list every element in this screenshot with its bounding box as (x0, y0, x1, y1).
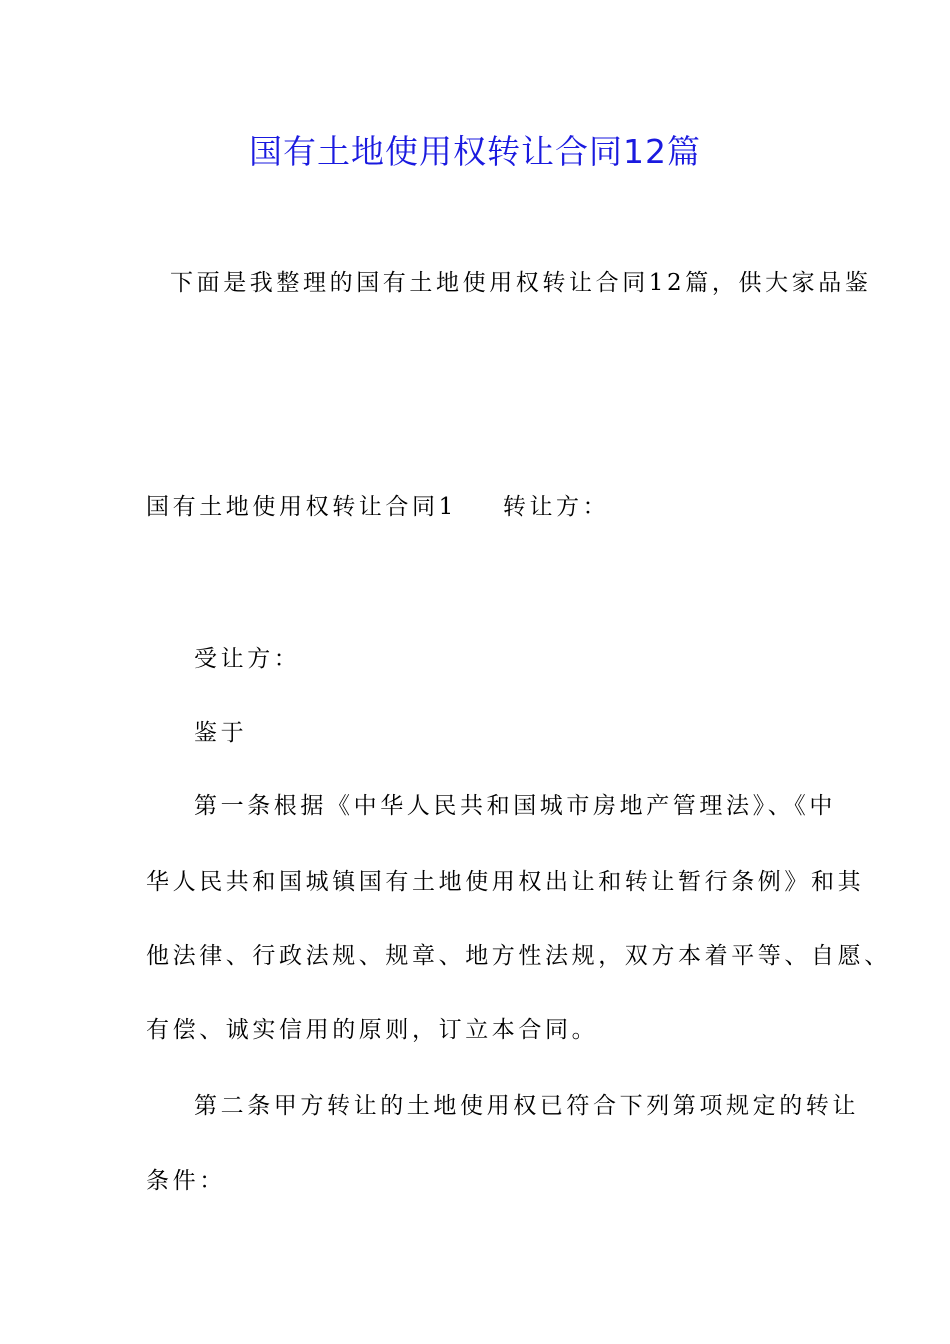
article-1-line: 有偿、诚实信用的原则，订立本合同。 (146, 1017, 599, 1043)
contract-heading: 国有土地使用权转让合同1 (146, 494, 457, 520)
transferor-label: 转让方： (502, 494, 610, 520)
whereas-text: 鉴于 (194, 720, 248, 746)
document-title: 国有土地使用权转让合同12篇 (249, 132, 701, 171)
transferee-label: 受让方： (194, 646, 301, 672)
article-1-line: 他法律、行政法规、规章、地方性法规，双方本着平等、自愿、 (146, 943, 891, 969)
article-1-line: 华人民共和国城镇国有土地使用权出让和转让暂行条例》和其 (146, 869, 865, 895)
contract-heading-line (146, 491, 609, 523)
article-1-line: 第一条根据《中华人民共和国城市房地产管理法》、《中 (194, 793, 836, 819)
intro-paragraph: 下面是我整理的国有土地使用权转让合同12篇，供大家品鉴 (170, 270, 872, 296)
article-2-line: 条件： (146, 1168, 226, 1194)
article-2-line: 第二条甲方转让的土地使用权已符合下列第项规定的转让 (194, 1093, 859, 1119)
